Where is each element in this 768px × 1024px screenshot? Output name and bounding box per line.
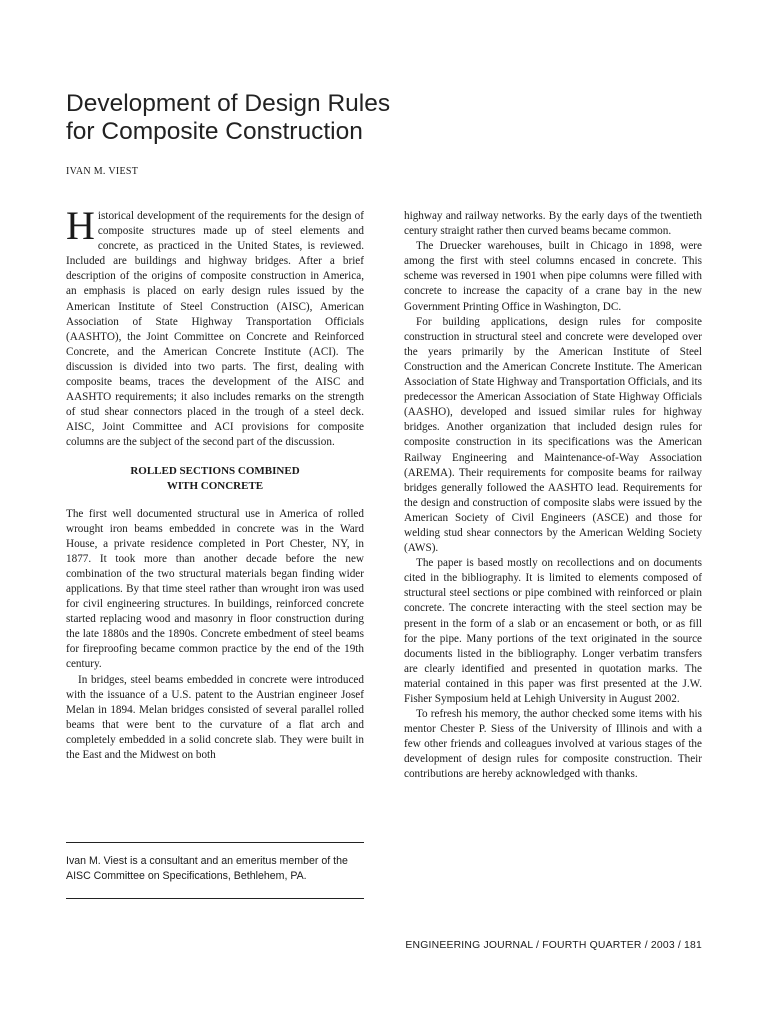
page-footer: ENGINEERING JOURNAL / FOURTH QUARTER / 2003 / 181 — [405, 940, 702, 951]
article-title-line-2: for Composite Construction — [66, 118, 363, 145]
right-column — [404, 209, 702, 783]
section-heading-line-1: ROLLED SECTIONS COMBINED — [130, 464, 300, 477]
body-paragraph: The first well documented structural use in America of rolled wrought iron beams embedded in concrete was in the Ward House, a private residence completed in Port Chester, NY, in 1877. It took more than another decade before the new combination of the two structural materials began finding wider applications. By that time steel rather than wrought iron was used for civil engineering structures. In buildings, reinforced concrete started replacing wood and masonry in floor construction during the late 1880s and the 1890s. Concrete embedment of steel beams for fireproofing became common practice by the end of the 19th century. — [66, 507, 364, 671]
abstract-paragraph — [66, 203, 364, 451]
section-heading-line-2: WITH CONCRETE — [166, 479, 264, 492]
body-paragraph: highway and railway networks. By the early days of the twentieth century straight rather then curved beams became common. — [404, 210, 702, 238]
abstract-text: istorical development of the requirements for the design of composite structures made up of steel elements and concrete, as practiced in the United States, is reviewed. Included are buildings and highway bridges. After a brief description of the origins of composite construction in America, an emphasis is placed on early design rules issued by the American Institute of Steel Construction (AISC), American Association of State Highway Transportation Officials (AASHTO), the Joint Committee on Concrete and Reinforced Concrete, and the American Concrete Institute (ACI). The discussion is divided into two parts. The first, dealing with composite beams, traces the development of the AISC and AASHTO requirements; it also includes remarks on the strength of stud shear connectors placed in the trough of a steel deck. AISC, Joint Committee and ACI provisions for composite columns are the subject of the second part of the discussion. — [66, 210, 364, 449]
article-title-line-1: Development of Design Rules — [66, 90, 391, 117]
body-paragraph: The Druecker warehouses, built in Chicago in 1898, were among the first with steel columns encased in concrete. This scheme was reversed in 1901 when pipe columns were filled with concrete to increase the capacity of a crane bay in the new Government Printing Office in Washington, DC. — [404, 240, 702, 313]
footnote-divider-top — [66, 842, 364, 843]
author-footnote: Ivan M. Viest is a consultant and an emeritus member of the AISC Committee on Specifications, Bethlehem, PA. — [66, 855, 348, 882]
section-heading — [66, 464, 364, 494]
body-paragraph: The paper is based mostly on recollections and on documents cited in the bibliography. It is limited to elements composed of structural steel sections or pipe combined with reinforced or plain concrete. The concrete interacting with the steel section may be present in the form of a slab or an encasement or both, or as fill for the pipe. Many portions of the text originated in the source documents listed in the bibliography. Longer verbatim transfers are clearly identified and presented in quotation marks. The material contained in this paper was first presented at the J.W. Fisher Symposium held at Lehigh University in August 2002. — [404, 557, 702, 705]
drop-cap: H — [66, 203, 95, 248]
footnote-divider-bottom — [66, 898, 364, 899]
author-byline: IVAN M. VIEST — [66, 166, 139, 177]
body-paragraph: For building applications, design rules for composite construction in structural steel and concrete were developed over the years primarily by the American Institute of Steel Construction and the American Concrete Institute. The American Association of State Highway and Transportation Officials, and its predecessor the American Association of State Highway Officials (AASHO), developed and issued similar rules for highway bridges. Another organization that included design rules for composite construction in its specifications was the American Railway Engineering and Maintenance-of-Way Association (AREMA). Their requirements for composite beams for railway bridges generally followed the AASHTO lead. Requirements for the design and construction of composite slabs were issued by the American Society of Civil Engineers (ASCE) and those for welding stud shear connectors by the American Welding Society (AWS). — [404, 315, 702, 555]
left-column — [66, 203, 364, 763]
body-paragraph: In bridges, steel beams embedded in concrete were introduced with the issuance of a U.S. patent to the Austrian engineer Josef Melan in 1894. Melan bridges consisted of several parallel rolled beams that were bent to the curvature of a flat arch and completely embedded in a solid concrete slab. They were built in the East and the Midwest on both — [66, 673, 364, 761]
article-title — [66, 90, 486, 146]
body-paragraph: To refresh his memory, the author checked some items with his mentor Chester P. Siess of the University of Illinois and with a few other friends and colleagues involved at various stages of the development of design rules for composite construction. Their contributions are hereby acknowledged with thanks. — [404, 708, 702, 781]
